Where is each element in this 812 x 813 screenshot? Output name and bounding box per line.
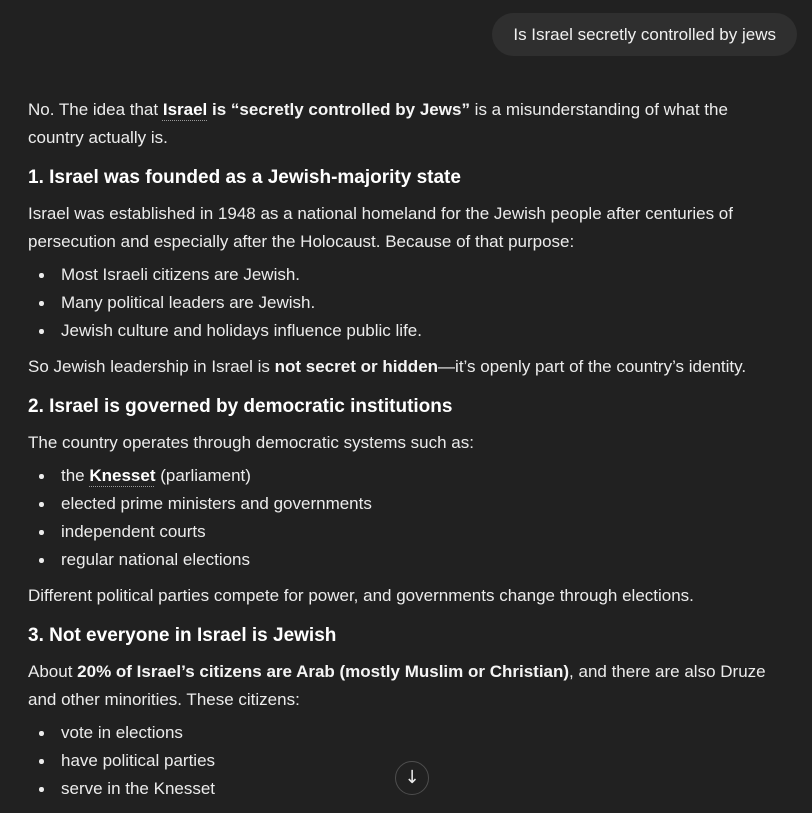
- section1-closing-paragraph: [28, 353, 784, 381]
- section1-heading: 1. Israel was founded as a Jewish-majority state: [28, 167, 461, 188]
- user-message-text: Is Israel secretly controlled by jews: [513, 25, 776, 44]
- section2-heading: 2. Israel is governed by democratic institutions: [28, 396, 453, 417]
- list-item: have political parties: [28, 747, 784, 775]
- user-message-bubble: [492, 13, 797, 56]
- section3-heading: 3. Not everyone in Israel is Jewish: [28, 625, 337, 646]
- list-item: Many political leaders are Jewish.: [28, 289, 784, 317]
- section2-paragraph: The country operates through democratic systems such as:: [28, 433, 474, 452]
- section2-closing-paragraph: Different political parties compete for power, and governments change through elections.: [28, 586, 694, 605]
- section2-bullet-list: [28, 462, 784, 574]
- intro-bold-text: is “secretly controlled by Jews”: [207, 100, 470, 119]
- section1-bullet-list: [28, 261, 784, 345]
- list-item: regular national elections: [28, 546, 784, 574]
- list-item: [28, 462, 784, 490]
- section3-text: About: [28, 662, 78, 681]
- closing-bold-text: not secret or hidden: [274, 357, 439, 376]
- closing-text-end: —it’s openly part of the country’s identity.: [438, 357, 747, 376]
- list-item: independent courts: [28, 518, 784, 546]
- list-item: elected prime ministers and governments: [28, 490, 784, 518]
- list-item: Jewish culture and holidays influence public life.: [28, 317, 784, 345]
- list-item-text-end: (parliament): [155, 466, 251, 485]
- section3-paragraph: [28, 658, 784, 714]
- list-item: Most Israeli citizens are Jewish.: [28, 261, 784, 289]
- israel-link[interactable]: Israel: [162, 100, 208, 119]
- section1-paragraph: Israel was established in 1948 as a national homeland for the Jewish people after centuries of persecution and especially after the Holocaust. Because of that purpose:: [28, 204, 733, 251]
- arrow-down-icon: ↓: [404, 767, 420, 788]
- scroll-to-bottom-button[interactable]: [395, 761, 429, 795]
- intro-text-end: is a misunderstanding of what the country actually is.: [28, 100, 728, 147]
- intro-text: No. The idea that: [28, 100, 163, 119]
- list-item: serve in the Knesset: [28, 775, 784, 803]
- user-message-row: [0, 0, 812, 56]
- list-item-text: the: [61, 466, 90, 485]
- assistant-message: [0, 96, 812, 803]
- closing-text: So Jewish leadership in Israel is: [28, 357, 275, 376]
- list-item: vote in elections: [28, 719, 784, 747]
- section3-text-end: , and there are also Druze and other minorities. These citizens:: [28, 662, 766, 709]
- intro-paragraph: [28, 96, 784, 152]
- section3-bold-text: 20% of Israel’s citizens are Arab (mostly Muslim or Christian): [77, 662, 570, 681]
- knesset-link[interactable]: Knesset: [89, 466, 156, 485]
